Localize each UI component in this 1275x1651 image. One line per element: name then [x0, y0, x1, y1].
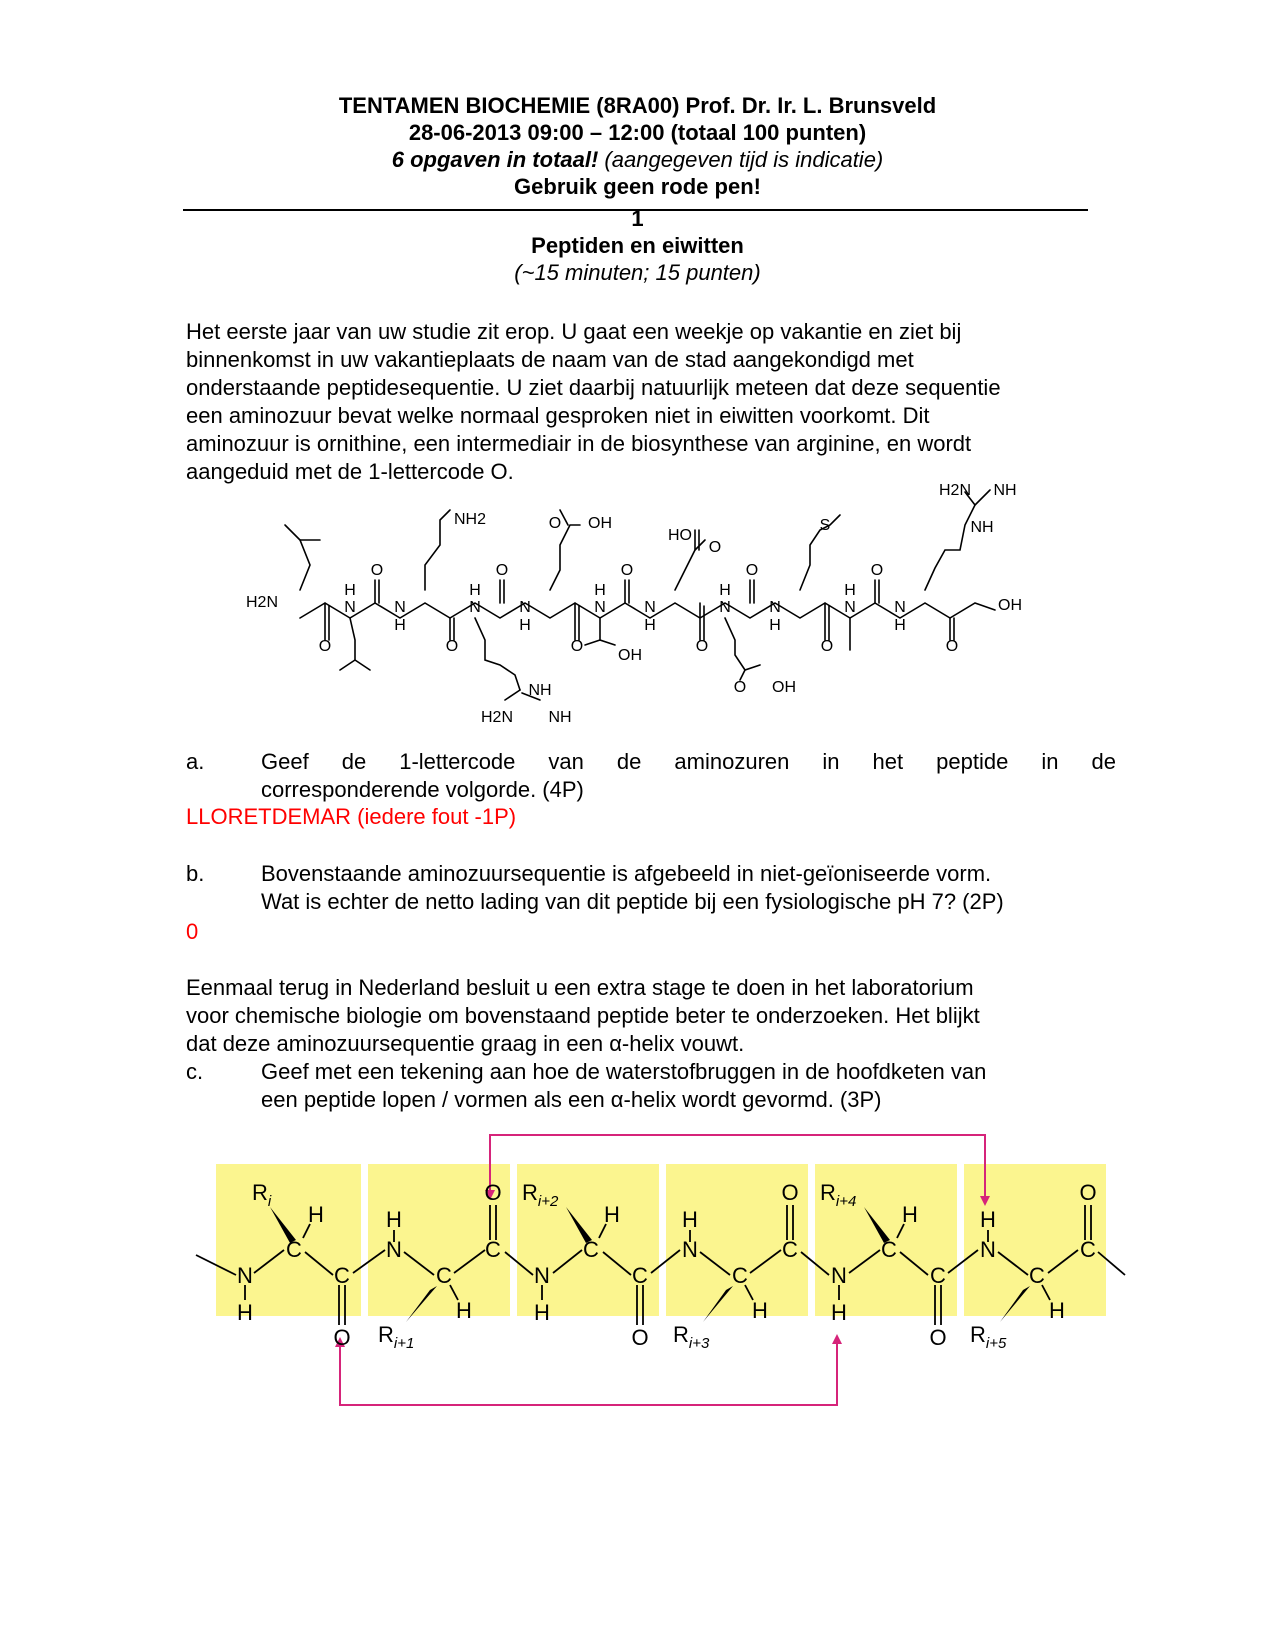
hydroxyl-label: OH: [588, 515, 612, 532]
atom-h: H: [308, 1202, 324, 1227]
r-group-label: $R_{i+4}$: [820, 1180, 857, 1210]
atom-n: N: [344, 599, 356, 616]
middle-line: dat deze aminozuursequentie graag in een α-helix vouwt.: [186, 1031, 745, 1056]
atom-c: C: [485, 1237, 501, 1262]
atom-c: C: [732, 1263, 748, 1288]
amine-label: H2N: [245, 594, 279, 611]
atom-n: N: [831, 1263, 847, 1288]
answer-a: LLORETDEMAR (iedere fout -1P): [186, 804, 517, 829]
sulfur-label: S: [819, 517, 831, 534]
atom-n: N: [894, 599, 906, 616]
exam-count-note: [0, 146, 1275, 173]
atom-h: H: [844, 582, 856, 599]
exam-count-bold: 6 opgaven in totaal!: [391, 147, 599, 172]
atom-h: H: [534, 1300, 550, 1325]
residue-panels: [216, 1164, 1106, 1316]
helix-hbond-figure: [0, 1110, 1275, 1410]
atom-c: C: [1080, 1237, 1096, 1262]
amine-label: NH2: [453, 511, 487, 528]
atom-o: O: [745, 562, 759, 579]
atom-o: O: [548, 515, 562, 532]
atom-o: O: [945, 638, 959, 655]
amine-label: H2N: [938, 482, 972, 499]
question-b-line1: Bovenstaande aminozuursequentie is afgebeeld in niet-geïoniseerde vorm.: [261, 861, 992, 886]
atom-o: O: [333, 1325, 351, 1350]
atom-c: C: [1029, 1263, 1045, 1288]
atom-c: C: [930, 1263, 946, 1288]
atom-c: C: [436, 1263, 452, 1288]
atom-n: N: [719, 599, 731, 616]
hydroxyl-label: OH: [772, 679, 796, 696]
atom-n: N: [534, 1263, 550, 1288]
atom-o: O: [870, 562, 884, 579]
section-number: 1: [631, 206, 644, 231]
amine-label: NH: [993, 482, 1017, 499]
atom-n: N: [519, 599, 531, 616]
atom-n: N: [386, 1237, 402, 1262]
atom-n: N: [594, 599, 606, 616]
amine-label: NH: [548, 709, 572, 726]
atom-o: O: [631, 1325, 649, 1350]
atom-c: C: [286, 1237, 302, 1262]
amine-label: NH: [970, 519, 994, 536]
question-c-label: c.: [186, 1059, 204, 1084]
atom-c: C: [334, 1263, 350, 1288]
intro-line: Het eerste jaar van uw studie zit erop. U gaat een weekje op vakantie en ziet bij: [186, 319, 962, 344]
hydroxyl-label: OH: [618, 647, 642, 664]
atom-o: O: [570, 638, 584, 655]
atom-h: H: [1049, 1298, 1065, 1323]
atom-o: O: [495, 562, 509, 579]
amine-label: H2N: [480, 709, 514, 726]
atom-h: H: [719, 582, 731, 599]
hydroxyl-label: HO: [668, 527, 692, 544]
atom-h: H: [386, 1207, 402, 1232]
atom-o: O: [781, 1180, 799, 1205]
intro-paragraph: [186, 318, 1206, 486]
atom-n: N: [682, 1237, 698, 1262]
exam-datetime: 28-06-2013 09:00 – 12:00 (totaal 100 punten): [408, 120, 867, 145]
r-group-label: $R_i$: [252, 1180, 272, 1210]
atom-n: N: [769, 599, 781, 616]
atom-o: O: [370, 562, 384, 579]
middle-line: voor chemische biologie om bovenstaand peptide beter te onderzoeken. Het blijkt: [186, 1003, 980, 1028]
intro-line: aangeduid met de 1-lettercode O.: [186, 459, 514, 484]
atom-h: H: [902, 1202, 918, 1227]
atom-o: O: [929, 1325, 947, 1350]
atom-n: N: [644, 599, 656, 616]
atom-h: H: [894, 617, 906, 634]
answer-b: 0: [186, 919, 199, 944]
atom-n: N: [980, 1237, 996, 1262]
section-subtitle: (~15 minuten; 15 punten): [514, 260, 761, 285]
atom-c: C: [881, 1237, 897, 1262]
atom-h: H: [682, 1207, 698, 1232]
amine-label: NH: [528, 682, 552, 699]
atom-n: N: [844, 599, 856, 616]
question-a-label: a.: [186, 749, 205, 774]
atom-h: H: [594, 582, 606, 599]
peptide-structure: [0, 475, 1275, 750]
section-title: Peptiden en eiwitten: [531, 233, 744, 258]
atom-h: H: [519, 617, 531, 634]
question-a-line2: corresponderende volgorde. (4P): [261, 777, 584, 802]
atom-h: H: [456, 1298, 472, 1323]
intro-line: onderstaande peptidesequentie. U ziet daarbij natuurlijk meteen dat deze sequentie: [186, 375, 1001, 400]
atom-o: O: [620, 562, 634, 579]
atom-n: N: [237, 1263, 253, 1288]
r-group-label: $R_{i+1}$: [378, 1322, 415, 1352]
atom-h: H: [644, 617, 656, 634]
r-group-label: $R_{i+5}$: [970, 1322, 1007, 1352]
atom-h: H: [769, 617, 781, 634]
middle-paragraph: [186, 974, 1206, 1058]
atom-o: O: [695, 638, 709, 655]
intro-line: aminozuur is ornithine, een intermediair in de biosynthese van arginine, en wordt: [186, 431, 972, 456]
atom-n: N: [394, 599, 406, 616]
r-group-label: $R_{i+2}$: [522, 1180, 559, 1210]
atom-o: O: [318, 638, 332, 655]
atom-o: O: [1079, 1180, 1097, 1205]
atom-o: O: [445, 638, 459, 655]
atom-h: H: [980, 1207, 996, 1232]
atom-h: H: [344, 582, 356, 599]
atom-h: H: [394, 617, 406, 634]
atom-c: C: [782, 1237, 798, 1262]
atom-o: O: [708, 539, 722, 556]
atom-o: O: [484, 1180, 502, 1205]
atom-h: H: [752, 1298, 768, 1323]
atom-c: C: [583, 1237, 599, 1262]
question-c-line1: Geef met een tekening aan hoe de waterstofbruggen in de hoofdketen van: [261, 1059, 987, 1084]
atom-h: H: [469, 582, 481, 599]
hydroxyl-label: OH: [998, 597, 1022, 614]
exam-warning: Gebruik geen rode pen!: [514, 174, 761, 199]
atom-o: O: [820, 638, 834, 655]
question-a-line1: Geef de 1-lettercode van de aminozuren in het peptide in de: [261, 749, 1116, 774]
hbond-arrow-bottom: [340, 1342, 837, 1405]
atom-h: H: [831, 1300, 847, 1325]
question-b-label: b.: [186, 861, 205, 886]
middle-line: Eenmaal terug in Nederland besluit u een extra stage te doen in het laboratorium: [186, 975, 974, 1000]
exam-count-rest: (aangegeven tijd is indicatie): [598, 147, 884, 172]
question-b-line2: Wat is echter de netto lading van dit peptide bij een fysiologische pH 7? (2P): [261, 889, 1004, 914]
intro-line: binnenkomst in uw vakantieplaats de naam van de stad aangekondigd met: [186, 347, 914, 372]
atom-c: C: [632, 1263, 648, 1288]
atom-h: H: [237, 1300, 253, 1325]
r-group-label: $R_{i+3}$: [673, 1322, 710, 1352]
exam-title: TENTAMEN BIOCHEMIE (8RA00) Prof. Dr. Ir. L. Brunsveld: [338, 93, 937, 118]
atom-o: O: [733, 679, 747, 696]
atom-h: H: [604, 1202, 620, 1227]
question-c-line2: een peptide lopen / vormen als een α-helix wordt gevormd. (3P): [261, 1087, 882, 1112]
intro-line: een aminozuur bevat welke normaal gesproken niet in eiwitten voorkomt. Dit: [186, 403, 930, 428]
atom-n: N: [469, 599, 481, 616]
